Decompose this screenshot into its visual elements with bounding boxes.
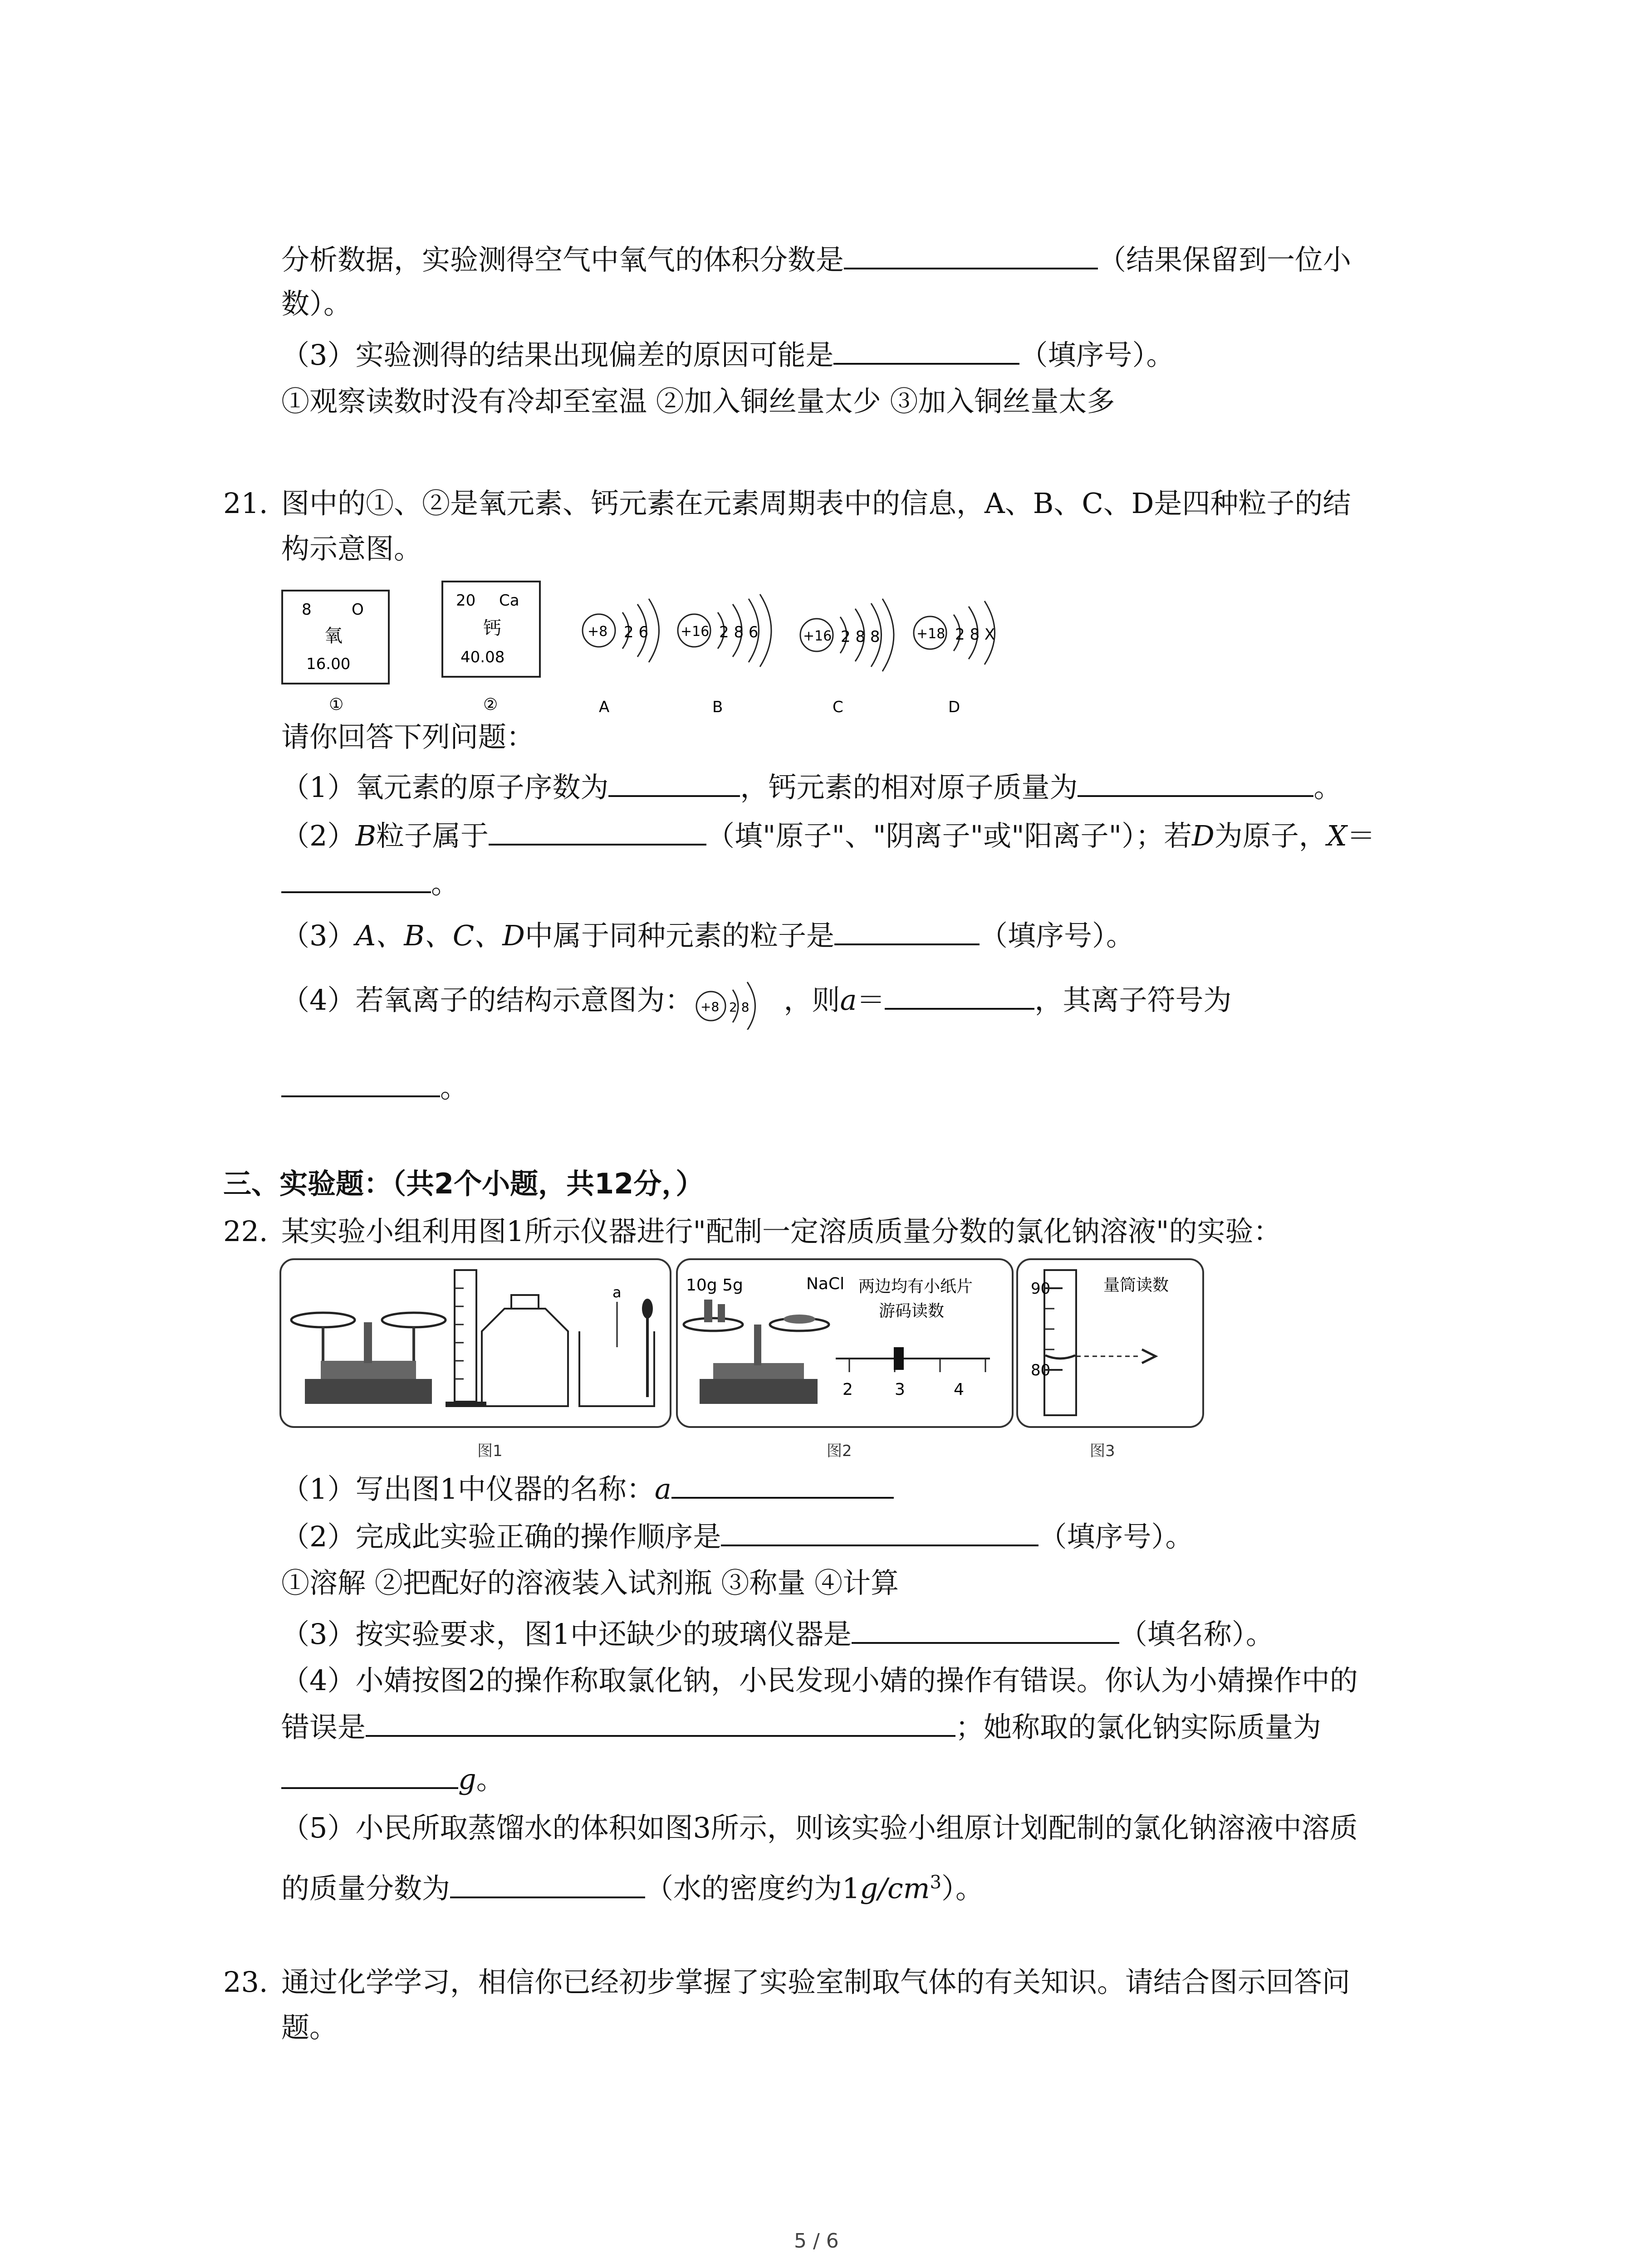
q21-number: 21. (223, 487, 268, 520)
svg-text:2 8 8: 2 8 8 (841, 628, 880, 646)
q23-line1: 通过化学学习，相信你已经初步掌握了实验室制取气体的有关知识。请结合图示回答问 (281, 1965, 1351, 1999)
q22-sub4-line2: 错误是 ；她称取的氯化钠实际质量为 (281, 1708, 1321, 1745)
balance-icon (291, 1313, 446, 1404)
svg-text:4: 4 (954, 1380, 964, 1399)
svg-text:2 8: 2 8 (729, 1000, 749, 1015)
svg-text:2 8 X: 2 8 X (955, 626, 995, 644)
answer-blank[interactable] (1078, 768, 1313, 797)
q21-line1: 图中的①、②是氧元素、钙元素在元素周期表中的信息，A、B、C、D是四种粒子的结 (281, 487, 1351, 520)
q20-sub3: （3）实验测得的结果出现偏差的原因可能是 （填序号）。 (281, 336, 1174, 373)
answer-blank[interactable] (489, 816, 706, 846)
q22-figure (278, 1256, 1208, 1465)
svg-text:A: A (599, 698, 610, 716)
q21-figure (277, 576, 1039, 726)
calcium-name: 钙 (483, 618, 501, 639)
q22-sub1: （1）写出图1中仪器的名称：a (281, 1470, 894, 1507)
svg-text:80: 80 (1031, 1361, 1051, 1379)
oxygen-element-box (282, 591, 389, 714)
answer-blank[interactable] (281, 864, 431, 893)
q23-number: 23. (223, 1965, 268, 1999)
q22-sub4-line3: g。 (281, 1760, 505, 1798)
answer-blank[interactable] (281, 1068, 440, 1097)
q22-sub5-line2: 的质量分数为 （水的密度约为$1g/cm^3$）。 (281, 1864, 984, 1907)
caption-fig1: 图1 (477, 1442, 503, 1460)
oxygen-name: 氧 (324, 626, 343, 646)
answer-blank[interactable] (885, 981, 1034, 1010)
answer-blank[interactable] (281, 1760, 458, 1789)
svg-text:+8: +8 (588, 624, 608, 640)
svg-text:+16: +16 (681, 624, 710, 640)
calcium-symbol: Ca (499, 591, 519, 610)
q21-line2: 构示意图。 (281, 532, 422, 565)
q21-sub2: （2）B粒子属于 （填"原子"、"阴离子"或"阳离子"）；若D为原子，X＝ (281, 816, 1375, 854)
q21-sub1: （1）氧元素的原子序数为 ，钙元素的相对原子质量为 。 (281, 768, 1342, 806)
particle-d (914, 601, 995, 716)
answer-blank[interactable] (450, 1869, 645, 1898)
oxygen-symbol: O (352, 601, 364, 619)
svg-text:+16: +16 (803, 628, 832, 644)
eye-icon (1142, 1349, 1156, 1363)
calcium-element-box (442, 582, 540, 714)
svg-text:2 6: 2 6 (624, 623, 649, 641)
q22-sub5-line1: （5）小民所取蒸馏水的体积如图3所示，则该实验小组原计划配制的氯化钠溶液中溶质 (281, 1811, 1358, 1844)
q22-line1: 某实验小组利用图1所示仪器进行"配制一定溶质质量分数的氯化钠溶液"的实验： (281, 1215, 1282, 1248)
paper-note: 两边均有小纸片 (858, 1277, 973, 1296)
figure-3-panel (1017, 1259, 1203, 1427)
svg-text:D: D (948, 698, 960, 716)
q20-line2: 数）。 (281, 287, 352, 320)
answer-blank[interactable] (366, 1708, 955, 1737)
page-number: 5 / 6 (794, 2229, 839, 2253)
q22-sub3: （3）按实验要求，图1中还缺少的玻璃仪器是 （填名称）。 (281, 1615, 1274, 1652)
oxygen-ion-diagram (693, 975, 784, 1030)
figure-1-panel (280, 1259, 671, 1427)
answer-blank[interactable] (833, 336, 1019, 365)
svg-text:+8: +8 (700, 999, 720, 1014)
section-3-heading: 三、实验题：（共2个小题，共12分，） (223, 1167, 704, 1200)
answer-blank[interactable] (834, 916, 980, 945)
answer-blank[interactable] (671, 1470, 894, 1499)
svg-text:2: 2 (843, 1380, 853, 1399)
rider-scale (836, 1347, 990, 1399)
svg-text:+18: +18 (916, 626, 945, 642)
q22-sub4-line1: （4）小婧按图2的操作称取氯化钠，小民发现小婧的操作有错误。你认为小婧操作中的 (281, 1664, 1358, 1697)
reagent-bottle-icon (482, 1295, 568, 1406)
caption-fig2: 图2 (827, 1442, 852, 1460)
q22-sub2: （2）完成此实验正确的操作顺序是 （填序号）。 (281, 1517, 1193, 1555)
svg-text:3: 3 (895, 1380, 905, 1399)
answer-blank[interactable] (852, 1615, 1119, 1644)
q21-sub2-cont: 。 (281, 864, 459, 902)
figure-2-panel (677, 1259, 1013, 1427)
answer-blank[interactable] (608, 768, 740, 797)
caption-fig3: 图3 (1090, 1442, 1115, 1460)
calcium-number: 20 (456, 591, 476, 610)
calcium-mass: 40.08 (460, 648, 505, 666)
graduated-cylinder-icon (446, 1270, 486, 1407)
particle-c (800, 599, 894, 716)
q20-line1: 分析数据，实验测得空气中氧气的体积分数是 （结果保留到一位小 (281, 240, 1351, 278)
cylinder-reading-label: 量筒读数 (1103, 1276, 1169, 1295)
weights-label: 10g 5g (686, 1276, 743, 1295)
q21-sub4: （4）若氧离子的结构示意图为： +8 2 8 ，则a＝ ，其离子符号为 (281, 975, 1231, 1030)
svg-text:2 8 6: 2 8 6 (719, 623, 759, 641)
q21-sub3: （3）A、B、C、D中属于同种元素的粒子是 （填序号）。 (281, 916, 1134, 954)
answer-blank[interactable] (721, 1517, 1038, 1546)
q20-options: ①观察读数时没有冷却至室温 ②加入铜丝量太少 ③加入铜丝量太多 (281, 385, 1115, 418)
q22-options: ①溶解 ②把配好的溶液装入试剂瓶 ③称量 ④计算 (281, 1566, 899, 1599)
svg-text:B: B (712, 698, 723, 716)
label-a: a (612, 1284, 622, 1301)
answer-blank[interactable] (844, 240, 1098, 269)
particle-a (583, 599, 659, 716)
q21-prompt: 请你回答下列问题： (281, 720, 535, 753)
svg-text:90: 90 (1031, 1280, 1051, 1298)
q23-line2: 题。 (281, 2011, 338, 2044)
nacl-label: NaCl (806, 1275, 845, 1293)
q21-sub4-cont: 。 (281, 1068, 468, 1106)
oxygen-mass: 16.00 (306, 655, 351, 673)
svg-text:C: C (833, 698, 843, 716)
q22-number: 22. (223, 1215, 268, 1248)
label-2: ② (483, 695, 498, 714)
dropper-icon (642, 1299, 653, 1397)
label-1: ① (329, 695, 344, 714)
beaker-icon (579, 1284, 654, 1406)
balance-icon (684, 1300, 829, 1404)
rider-note: 游码读数 (879, 1302, 945, 1320)
oxygen-number: 8 (302, 601, 312, 619)
particle-b (678, 594, 771, 716)
